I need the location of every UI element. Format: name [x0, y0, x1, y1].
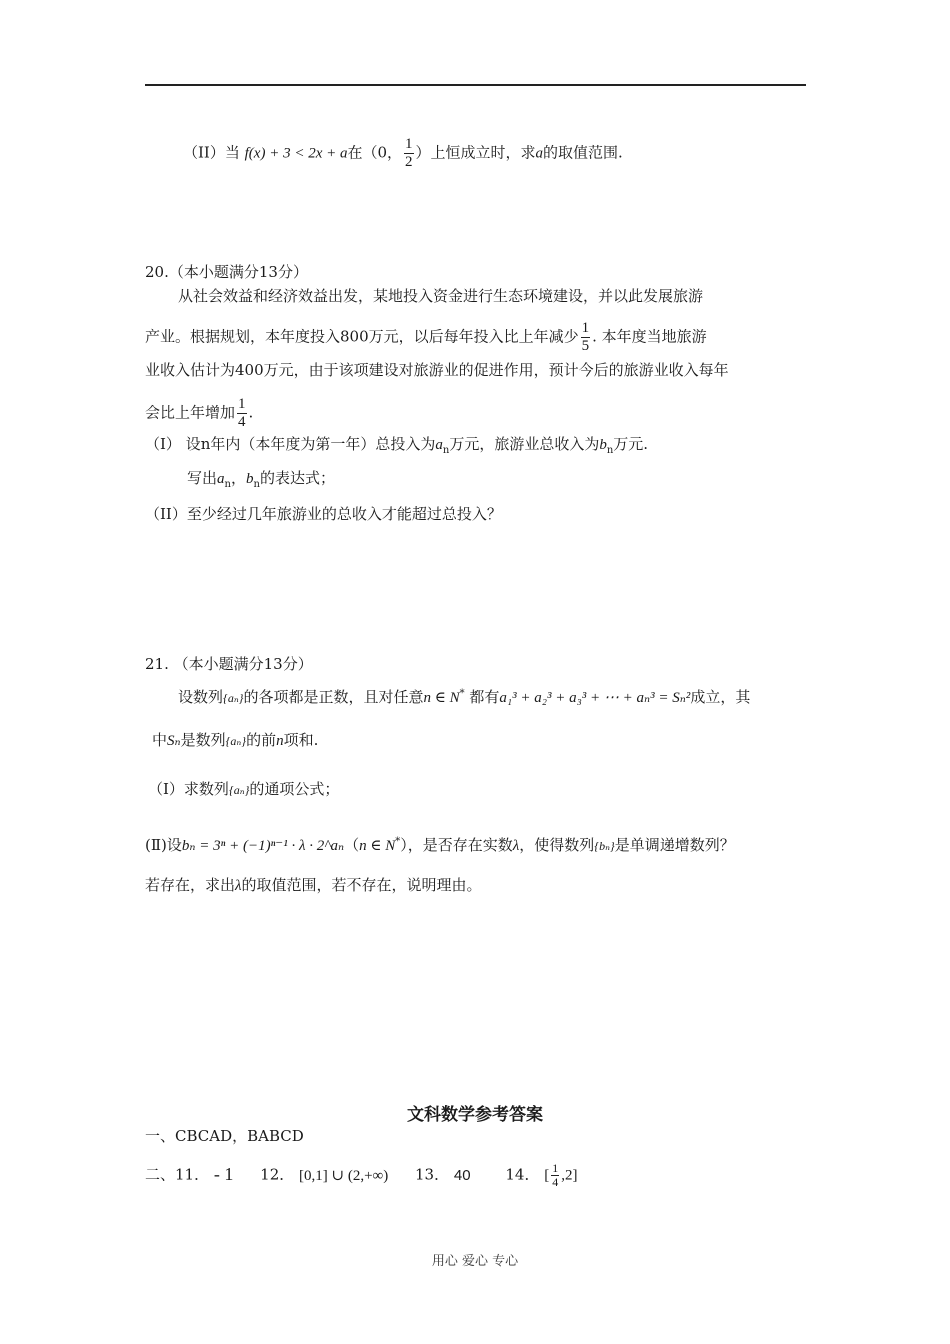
q19-part2: [183, 136, 623, 171]
answer-14-num: 1: [552, 1161, 559, 1175]
q20-write-sub-b: n: [253, 479, 260, 490]
q20-write-var-a: a: [217, 471, 225, 487]
q21-part2-a: (Ⅱ)设: [145, 836, 182, 854]
q21-part1-a: （Ⅰ）求数列: [148, 780, 229, 798]
answers-label-14: 14．: [505, 1165, 540, 1184]
q21-l1-b: 的各项都是正数，且对任意: [243, 688, 424, 706]
q21-var-n: n: [276, 733, 284, 749]
q19-part2-prefix: （II）当: [183, 143, 240, 162]
q21-n-in-N-2: n ∈ N: [359, 838, 396, 854]
q20-write-b: ，: [230, 469, 246, 487]
answers-label-12: 12．: [260, 1165, 295, 1184]
q21-l2-c: 的前: [246, 731, 277, 749]
answer-11: - 1: [213, 1163, 234, 1184]
q20-write-a: 写出: [187, 469, 218, 487]
q20-para1: 从社会效益和经济效益出发，某地投入资金进行生态环境建设，并以此发展旅游: [178, 287, 704, 305]
q20-write-c: 的表达式；: [259, 469, 335, 487]
q21-l2-d: 项和.: [283, 731, 319, 749]
q21-line1: [178, 684, 750, 708]
q20-fraction-2: [237, 396, 247, 431]
answers-label-13: 13．: [415, 1165, 450, 1184]
q21-n-in-N: n ∈ N: [423, 690, 460, 706]
page-footer: 用心 爱心 专心: [431, 1254, 519, 1269]
q21-last-b: 的取值范围，若不存在，说明理由。: [241, 876, 482, 894]
q21-part2-b: （: [344, 836, 360, 854]
q21-l1-a: 设数列: [178, 688, 224, 706]
q19-var-a: a: [535, 145, 544, 162]
q21-star-2: *: [395, 836, 401, 847]
q20-part1-c: 万元.: [613, 435, 649, 453]
q20-fraction-1: [581, 320, 591, 355]
answers-line1: 一、CBCAD，BABCD: [145, 1127, 304, 1145]
q21-last-line: [145, 875, 482, 896]
q21-last-a: 若存在，求出: [145, 876, 236, 894]
q20-frac2-den: 4: [238, 414, 246, 430]
q21-part2: [145, 832, 735, 856]
header-rule: [145, 84, 806, 86]
q20-sub-n-a: n: [442, 445, 450, 456]
q21-seq-bn: {bₙ}: [594, 839, 615, 853]
q21-l1-d: 成立，其: [690, 688, 751, 706]
q21-l1-c: 都有: [469, 688, 500, 706]
answers-line2: [145, 1162, 577, 1189]
answer-14-fraction: [551, 1162, 559, 1189]
q21-seq-an-3: {aₙ}: [228, 783, 250, 797]
q20-part1-a: （I） 设n年内（本年度为第一年）总投入为: [145, 435, 436, 453]
answer-14-open: [: [544, 1167, 550, 1184]
q21-seq-an-2: {aₙ}: [225, 734, 247, 748]
q21-part2-e: 是单调递增数列？: [614, 836, 735, 854]
q20-para3: 业收入估计为400万元，由于该项建设对旅游业的促进作用，预计今后的旅游业收入每年: [145, 361, 729, 379]
answers-l2-prefix: 二、11．: [145, 1165, 210, 1184]
q20-part1-b: 万元，旅游业总收入为: [449, 435, 600, 453]
q19-fraction: [404, 136, 414, 171]
answer-14-close: ,2]: [561, 1167, 578, 1184]
q21-seq-an: {aₙ}: [223, 691, 244, 705]
q20-header: 20.（本小题满分13分）: [145, 263, 308, 281]
q20-frac2-num: 1: [238, 396, 246, 412]
answers-title: 文科数学参考答案: [407, 1105, 543, 1125]
q20-part1-write: [187, 468, 335, 495]
q20-sub-n-b: n: [606, 445, 614, 456]
q20-frac1-den: 5: [581, 338, 590, 354]
q19-inequality: f(x) + 3 < 2x + a: [244, 145, 348, 162]
q19-frac-den: 2: [405, 154, 413, 170]
q21-bn-definition: bₙ = 3ⁿ + (−1)ⁿ⁻¹ · λ · 2^aₙ: [181, 838, 345, 854]
q20-para2-suffix: . 本年度当地旅游: [592, 327, 707, 346]
q21-line2: [152, 730, 318, 751]
q21-sum-equation: a₁³ + a₂³ + a₃³ + ⋯ + aₙ³ = Sₙ²: [499, 690, 691, 706]
answer-14-den: 4: [552, 1175, 559, 1189]
q20-para2: [145, 320, 707, 355]
q20-var-b: b: [599, 437, 607, 453]
q20-write-sub-a: n: [224, 479, 231, 490]
q21-star: *: [459, 688, 465, 699]
q20-frac1-num: 1: [581, 320, 590, 336]
q19-suffix-b: 的取值范围.: [543, 143, 623, 162]
q21-Sn: Sₙ: [167, 733, 181, 749]
q21-lambda-2: λ: [235, 878, 242, 894]
q20-var-a: a: [435, 437, 443, 453]
q21-part2-c: ），是否存在实数: [400, 836, 513, 854]
q21-lambda: λ: [512, 838, 520, 854]
q20-para4-suffix: .: [248, 403, 254, 422]
q20-para4-prefix: 会比上年增加: [145, 403, 236, 422]
q20-part2: （II）至少经过几年旅游业的总收入才能超过总投入？: [145, 505, 502, 523]
q20-para4: [145, 396, 253, 431]
q19-suffix-a: ）上恒成立时，求: [415, 143, 536, 162]
q21-l2-b: 是数列: [180, 731, 226, 749]
q19-frac-num: 1: [405, 136, 413, 152]
q20-para2-prefix: 产业。根据规划，本年度投入800万元，以后每年投入比上年减少: [145, 327, 579, 346]
q19-interval-open: 在（0，: [347, 143, 403, 162]
answer-13: 40: [453, 1166, 471, 1184]
answer-12: [0,1] ∪ (2,+∞): [299, 1167, 389, 1184]
q21-part1: [148, 779, 339, 800]
q21-part2-d: ，使得数列: [519, 836, 595, 854]
q20-part1: [145, 434, 648, 461]
q20-write-var-b: b: [245, 471, 254, 487]
q21-part1-b: 的通项公式；: [249, 780, 340, 798]
q21-l2-a: 中: [152, 731, 168, 749]
q21-header: 21. （本小题满分13分）: [145, 655, 313, 673]
